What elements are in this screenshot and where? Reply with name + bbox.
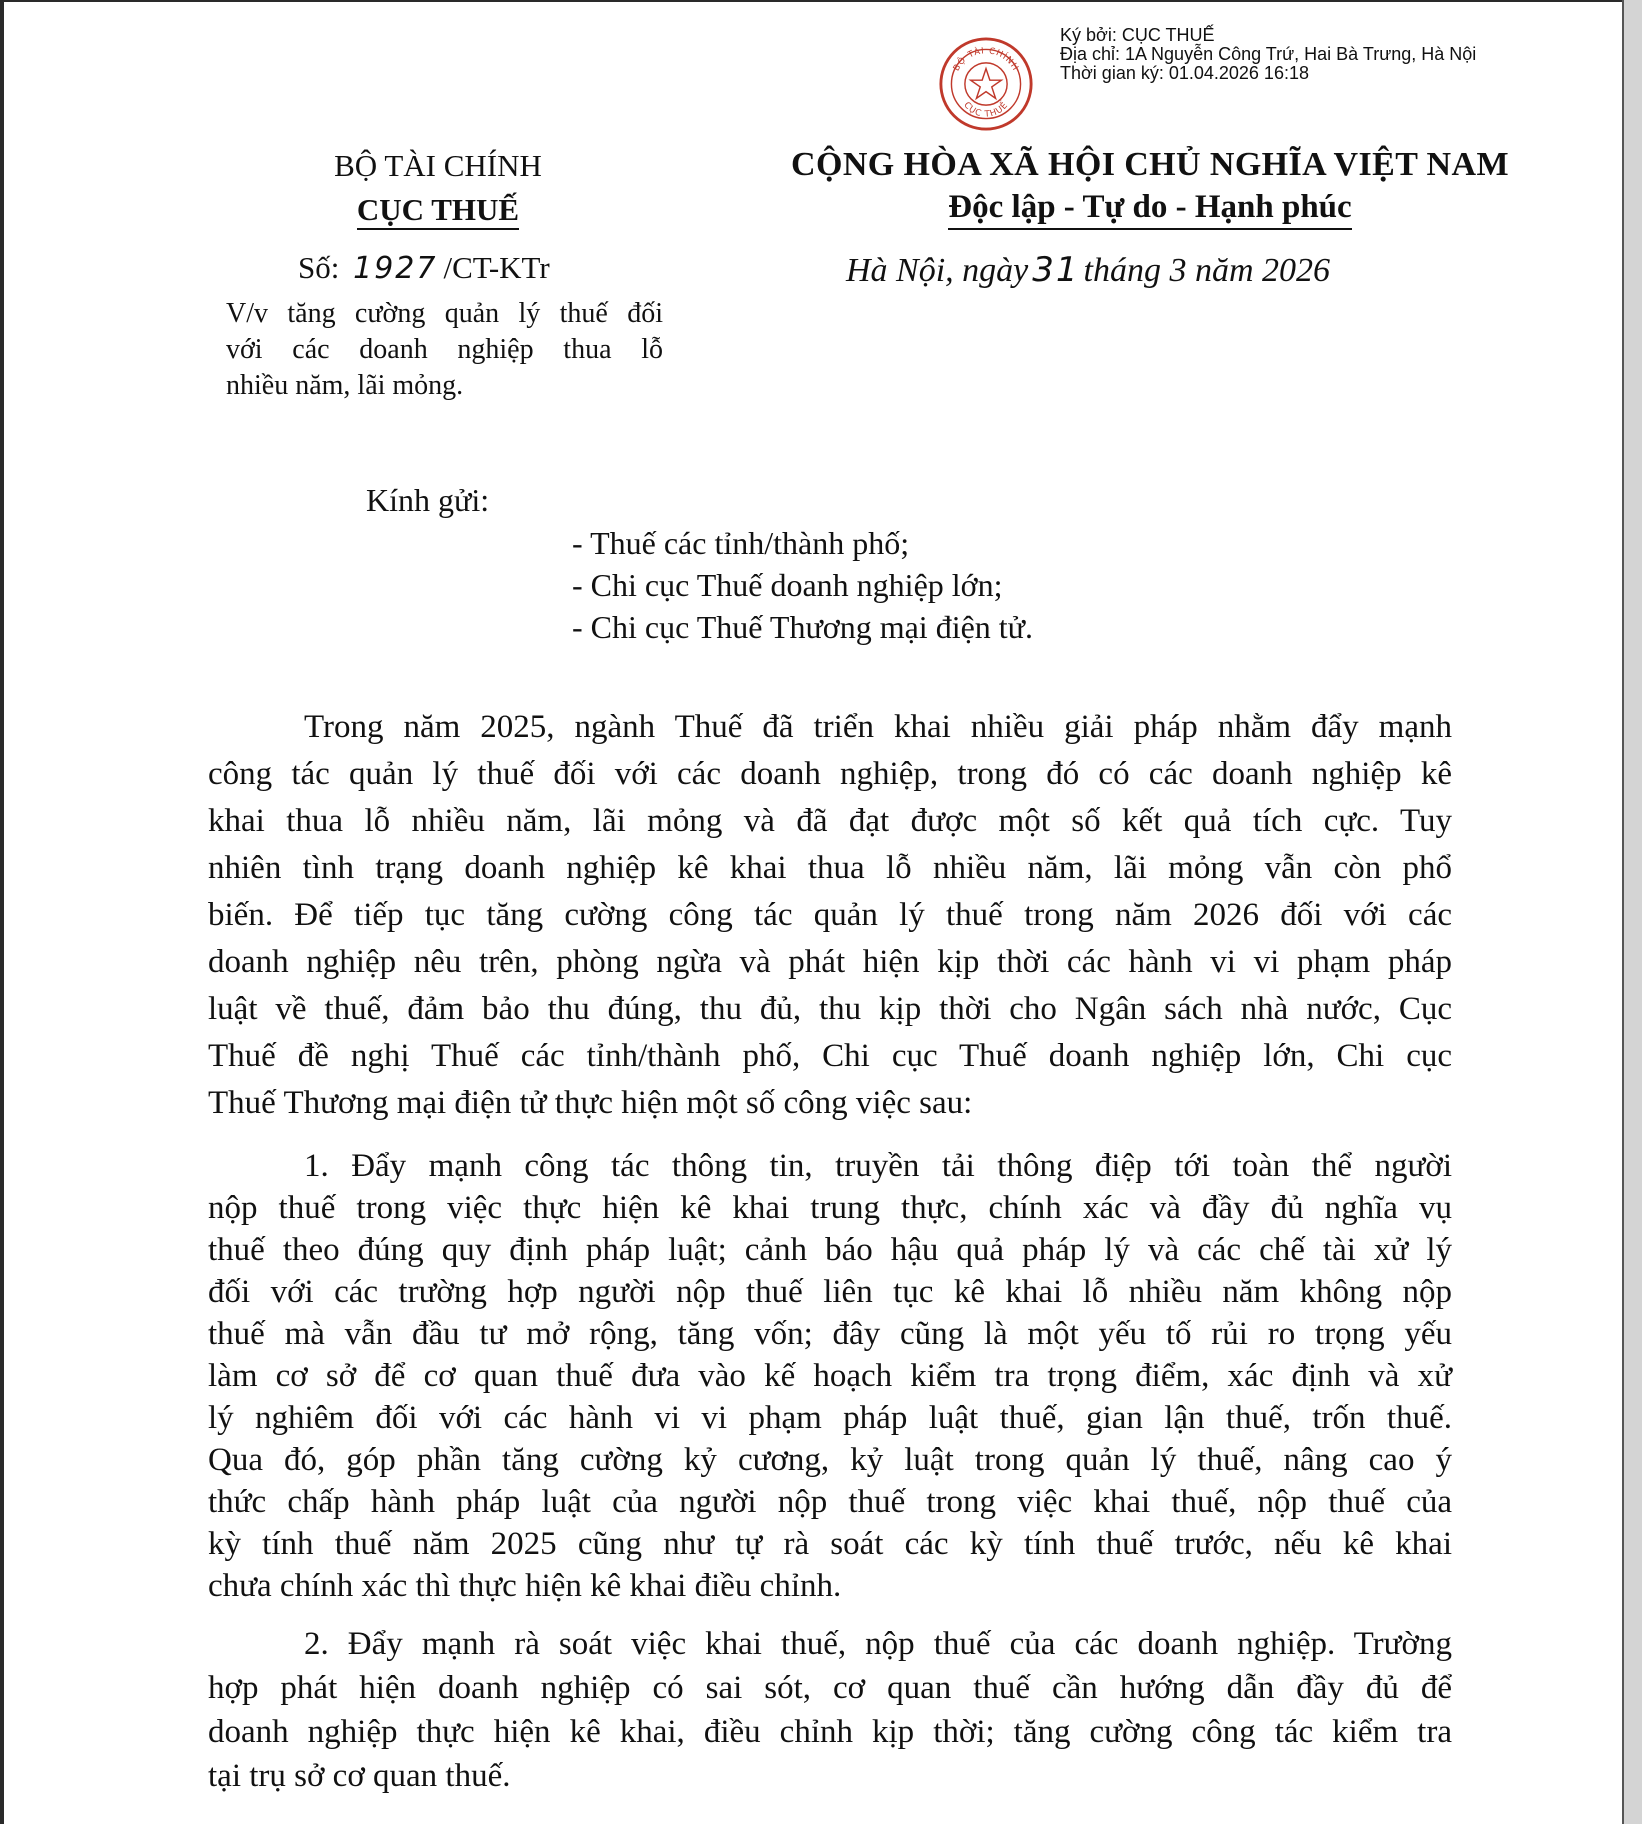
svg-text:CỤC THUẾ (961, 99, 1010, 120)
viewer-margin (1622, 0, 1642, 1824)
text-line: thức chấp hành pháp luật của người nộp thuế trong việc khai thuế, nộp thuế của (208, 1484, 1452, 1520)
text-line: chưa chính xác thì thực hiện kê khai điều chỉnh. (208, 1568, 842, 1604)
text-line: hợp phát hiện doanh nghiệp có sai sót, cơ quan thuế cần hướng dẫn đầy đủ để (208, 1670, 1452, 1706)
recipient-item: - Chi cục Thuế Thương mại điện tử. (572, 609, 1034, 645)
issue-date (846, 250, 1330, 290)
republic-name: CỘNG HÒA XÃ HỘI CHỦ NGHĨA VIỆT NAM (791, 146, 1509, 183)
text-line: đối với các trường hợp người nộp thuế liên tục kê khai lỗ nhiều năm không nộp (208, 1274, 1452, 1310)
recipient-item: - Thuế các tỉnh/thành phố; (572, 525, 910, 561)
paragraph-item-2 (208, 1622, 1452, 1798)
date-day-handwritten: 31 (1032, 250, 1080, 290)
paragraph-intro (208, 704, 1452, 1127)
text-line: Thuế Thương mại điện tử thực hiện một số công việc sau: (208, 1085, 973, 1121)
subject-line: nhiều năm, lãi mỏng. (226, 370, 464, 401)
subject-line: V/v tăng cường quản lý thuế đối (226, 298, 663, 329)
text-line: làm cơ sở để cơ quan thuế đưa vào kế hoạch kiểm tra trọng điểm, xác định và xử (208, 1358, 1452, 1394)
signature-info (1060, 26, 1476, 83)
text-line: lý nghiêm đối với các hành vi vi phạm pháp luật thuế, gian lận thuế, trốn thuế. (208, 1400, 1452, 1436)
date-suffix: tháng 3 năm 2026 (1083, 252, 1331, 289)
issuing-agency (238, 144, 638, 232)
signer-address: Địa chỉ: 1A Nguyễn Công Trứ, Hai Bà Trưng, Hà Nội (1060, 44, 1477, 64)
text-line: luật về thuế, đảm bảo thu đúng, thu đủ, thu kịp thời cho Ngân sách nhà nước, Cục (208, 991, 1452, 1027)
subject-line: với các doanh nghiệp thua lỗ (226, 334, 663, 365)
text-line: Trong năm 2025, ngành Thuế đã triển khai nhiều giải pháp nhằm đẩy mạnh (304, 709, 1452, 745)
paragraph-item-1 (208, 1145, 1452, 1607)
doc-number-handwritten: 1927 (353, 251, 438, 286)
text-line: 2. Đẩy mạnh rà soát việc khai thuế, nộp thuế của các doanh nghiệp. Trường (304, 1626, 1452, 1662)
seal-text-top: BỘ TÀI CHÍNH (951, 46, 1021, 74)
doc-number-suffix: /CT-KTr (443, 250, 550, 285)
digital-signature (938, 26, 1558, 146)
text-line: 1. Đẩy mạnh công tác thông tin, truyền tải thông điệp tới toàn thể người (304, 1148, 1452, 1184)
text-line: kỳ tính thuế năm 2025 cũng như tự rà soát các kỳ tính thuế trước, nếu kê khai (208, 1526, 1452, 1562)
text-line: công tác quản lý thuế đối với các doanh nghiệp, trong đó có các doanh nghiệp kê (208, 756, 1452, 792)
national-title (730, 142, 1570, 230)
national-motto: Độc lập - Tự do - Hạnh phúc (948, 188, 1351, 230)
text-line: doanh nghiệp nêu trên, phòng ngừa và phát hiện kịp thời các hành vi vi phạm pháp (208, 944, 1452, 980)
doc-number-label: Số: (298, 250, 340, 285)
text-line: nhiên tình trạng doanh nghiệp kê khai thua lỗ nhiều năm, lãi mỏng vẫn còn phổ (208, 850, 1452, 886)
text-line: biến. Để tiếp tục tăng cường công tác quản lý thuế trong năm 2026 đối với các (208, 897, 1452, 933)
seal-text-bottom: CỤC THUẾ (961, 100, 1011, 120)
recipients-label: Kính gửi: (366, 482, 490, 518)
text-line: Thuế đề nghị Thuế các tỉnh/thành phố, Chi cục Thuế doanh nghiệp lớn, Chi cục (208, 1038, 1452, 1074)
official-seal-icon (938, 36, 1034, 132)
text-line: tại trụ sở cơ quan thuế. (208, 1758, 511, 1794)
ministry-name: BỘ TÀI CHÍNH (334, 148, 542, 183)
recipients-list (572, 522, 1033, 648)
signed-time: Thời gian ký: 01.04.2026 16:18 (1060, 63, 1309, 83)
agency-name: CỤC THUẾ (357, 192, 519, 230)
text-line: nộp thuế trong việc thực hiện kê khai trung thực, chính xác và đầy đủ nghĩa vụ (208, 1190, 1452, 1226)
text-line: khai thua lỗ nhiều năm, lãi mỏng và đã đạt được một số kết quả tích cực. Tuy (208, 803, 1452, 839)
text-line: Qua đó, góp phần tăng cường kỷ cương, kỷ luật trong quản lý thuế, nâng cao ý (208, 1442, 1452, 1478)
date-prefix: Hà Nội, ngày (846, 252, 1029, 289)
document-subject (226, 296, 663, 404)
text-line: thuế theo đúng quy định pháp luật; cảnh báo hậu quả pháp lý và các chế tài xử lý (208, 1232, 1452, 1268)
text-line: thuế mà vẫn đầu tư mở rộng, tăng vốn; đây cũng là một yếu tố rủi ro trọng yếu (208, 1316, 1452, 1352)
document-number (298, 250, 550, 286)
recipient-item: - Chi cục Thuế doanh nghiệp lớn; (572, 567, 1003, 603)
signed-by: Ký bởi: CỤC THUẾ (1060, 25, 1215, 45)
text-line: doanh nghiệp thực hiện kê khai, điều chỉnh kịp thời; tăng cường công tác kiểm tra (208, 1714, 1452, 1750)
